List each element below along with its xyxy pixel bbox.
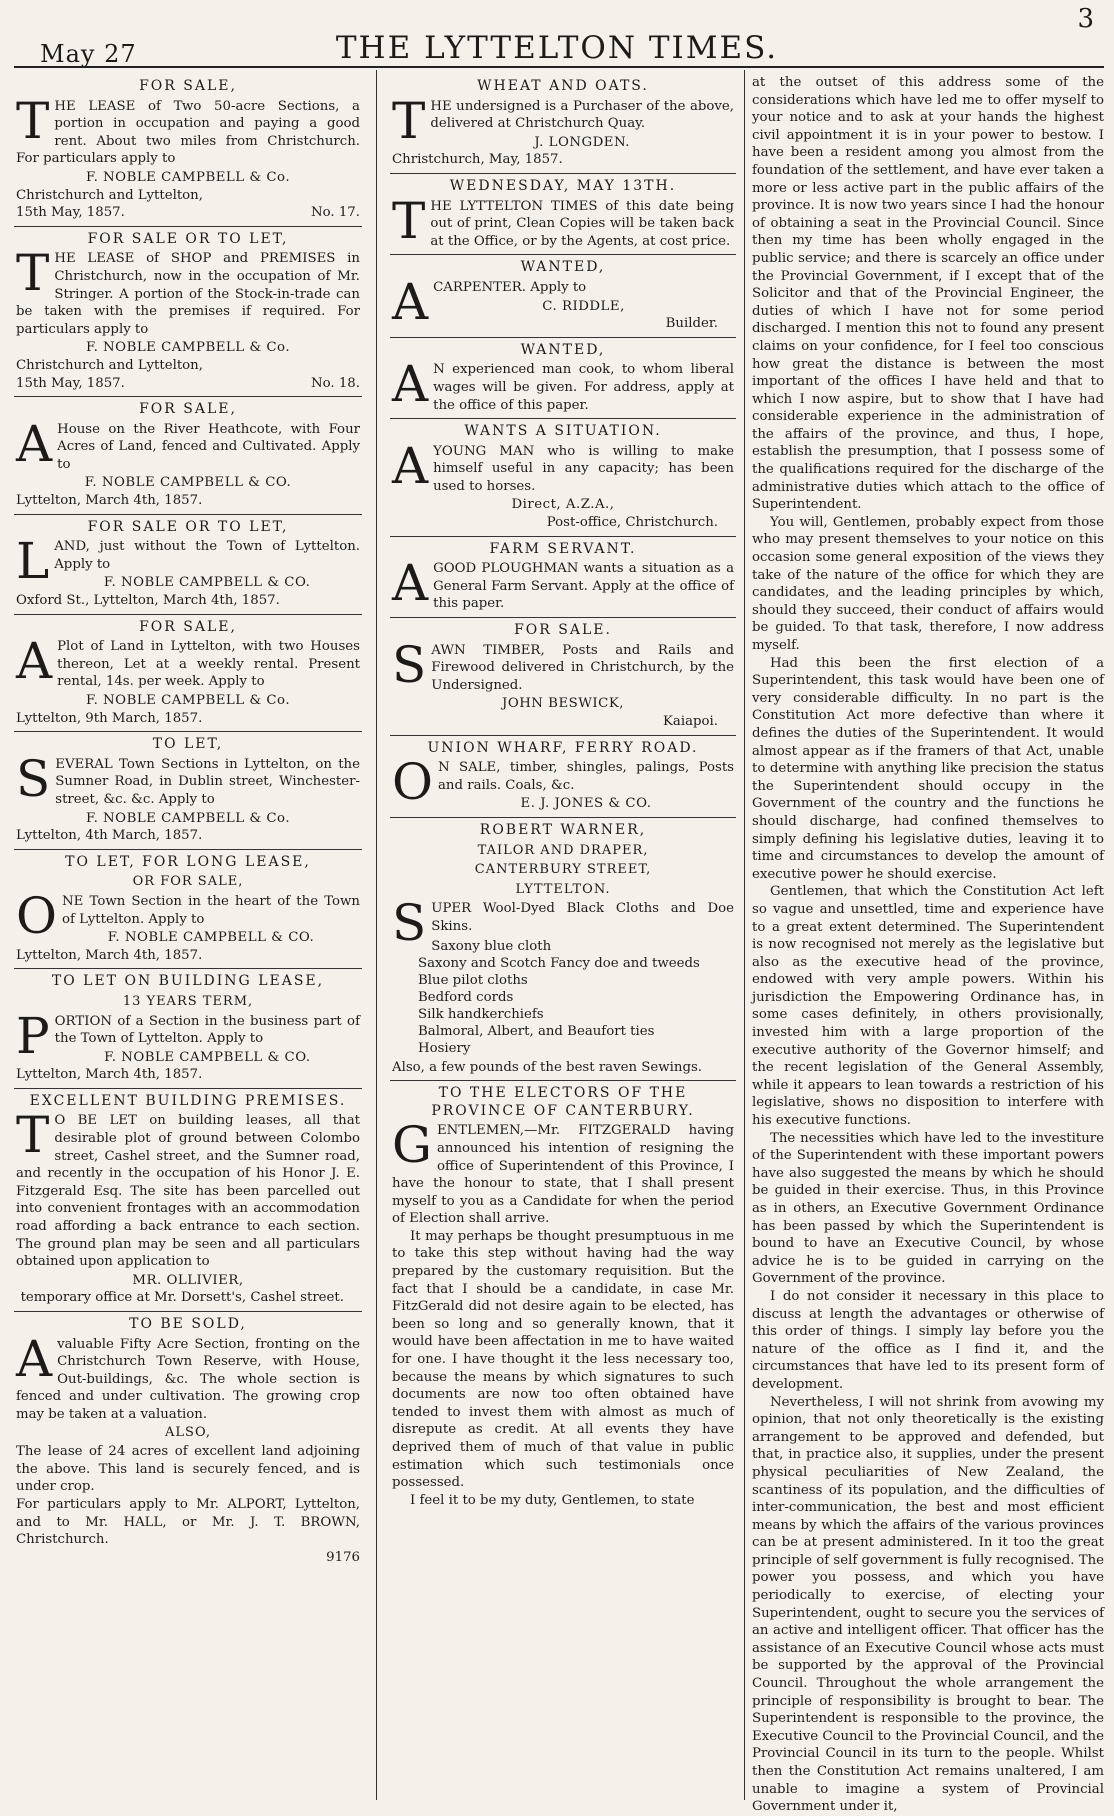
drop-cap: S [16,749,51,808]
ad-place: Christchurch and Lyttelton, [16,187,203,203]
masthead [0,0,1114,70]
drop-cap: S [392,894,427,953]
ad-date-line [392,151,734,169]
list-item: Blue pilot cloths [418,972,528,988]
ad-body [16,244,360,338]
paragraph: The necessities which have led to the investiture of the Superintendent with these important powers have also suggested the means by which he should be guided in their exercise. Thus, in this Province as in others, an Executive Government Ordinance has been passed by which the Superintendent is bound to have an Executive Council, by whose advice he is to be guided in carrying on the Government of the province. [752,1130,1104,1287]
ad-text: NE Town Section in the heart of the Town of Lyttelton. Apply to [62,893,360,927]
ad-subheading: ALSO, [165,1424,211,1440]
drop-cap: P [16,1006,50,1065]
drop-cap: S [392,635,427,694]
ad-signature: F. NOBLE CAMPBELL & CO. [107,930,315,946]
ad-heading: TO LET ON BUILDING LEASE, [51,973,325,990]
ad-signature: C. RIDDLE, [542,298,625,314]
ad-date-line [16,827,360,845]
paragraph: at the outset of this address some of the considerations which have led me to offer myself to your notice and to ask at your hands the highest civil appointment it is in your power to bestow. I have been a resident among you almost from the foundation of the settlement, and have ever taken a more or less active part in the public affairs of the province. It is now two years since I had the honour of obtaining a seat in the Provincial Council. Since then my time has been wholly engaged in the public service; and there is scarcely an office under the Provincial Government, if I except that of the Solicitor and that of the Provincial Engineer, the duties of which I have not for some period discharged. I mention this not to found any present claims on your confidence, for I feel too conscious how great the distance is between the most important of the offices I have held and that to which I now aspire, but to show that I have had considerable experience in the administration of the affairs of the province, and thus, I hope, establish the presumption, that I possess some of the qualifications required for the discharge of the administrative duties which attach to the office of Superintendent. [752,75,1104,513]
ad-date: Lyttelton, 9th March, 1857. [16,710,203,726]
ad-date: 15th May, 1857. [16,375,125,391]
advertisement [390,736,736,818]
ad-date: Lyttelton, March 4th, 1857. [16,1067,203,1083]
drop-cap: A [16,1329,53,1388]
ad-body [392,1116,734,1228]
list-item: Bedford cords [418,989,514,1005]
ad-place: Christchurch and Lyttelton, [16,357,203,373]
advertisement [390,174,736,255]
advertisement [14,74,362,227]
ad-subheading: OR FOR SALE, [132,874,244,890]
ad-date: Lyttelton, 4th March, 1857. [16,828,203,844]
newspaper-title: THE LYTTELTON TIMES. [335,30,779,66]
ad-body [392,554,734,613]
paragraph: Gentlemen, that which the Constitution Act left so vague and unsettled, time and experience have to a great extent determined. The Superintendent is now recognised not merely as the legislative but also as the executive head of the province, endowed with very ample powers. Within his jurisdiction the Empowering Ordinance has, in some cases definitely, in others provisionally, invested him with a large proportion of the executive authority of the Governor himself; and the recent legislation of the General Assembly, while it appears to lean towards a restriction of his legislative, shows no disposition to interfere with his executive functions. [752,884,1104,1129]
ad-signature: F. NOBLE CAMPBELL & Co. [85,340,291,356]
article-continuation [752,74,1104,1816]
ad-heading: WANTED, [520,259,606,276]
ad-text: ORTION of a Section in the business part of the Town of Lyttelton. Apply to [54,1013,360,1047]
ad-heading: WHEAT AND OATS. [477,78,649,94]
drop-cap: A [392,554,429,613]
ad-signature: JOHN BESWICK, [501,696,625,712]
ad-heading: WEDNESDAY, MAY 13TH. [449,177,677,194]
advertisement [390,537,736,618]
drop-cap: A [392,355,429,414]
ad-body [16,1329,360,1424]
ad-body [392,355,734,414]
advertisement [390,74,736,174]
ad-subheading: TAILOR AND DRAPER, [477,842,649,858]
ad-text: House on the River Heathcote, with Four Acres of Land, fenced and Cultivated. Apply to [57,421,360,472]
list-item: Silk handkerchiefs [418,1006,544,1022]
ad-number: No. 17. [310,205,360,221]
ad-signature: E. J. JONES & CO. [520,796,652,812]
ad-date-line [16,492,360,510]
ad-number: 9176 [326,1549,360,1565]
ad-heading: TO LET, FOR LONG LEASE, [65,853,311,870]
ad-text: For particulars apply to Mr. ALPORT, Lyttelton, and to Mr. HALL, or Mr. J. T. BROWN, Christchurch. [16,1496,360,1548]
ad-text: The lease of 24 acres of excellent land adjoining the above. This land is securely fenced, and is under crop. [16,1444,360,1495]
ad-heading: FARM SERVANT. [489,540,637,557]
drop-cap: A [392,272,429,331]
ad-text: N SALE, timber, shingles, palings, Posts and rails. Coals, &c. [438,760,734,793]
ad-text: AWN TIMBER, Posts and Rails and Firewood delivered in Christchurch, by the Undersigned. [431,642,734,693]
paragraph: I do not consider it necessary in this place to discuss at length the advantages or otherwise of this order of things. I simply lay before you the nature of the office as I find it, and the circumstances that have led to its present form of development. [752,1288,1104,1392]
column-divider [376,70,377,1800]
ad-date: Lyttelton, March 4th, 1857. [16,493,203,509]
ad-heading: ROBERT WARNER, [479,821,647,838]
advertisement [14,615,362,733]
ad-heading: WANTS A SITUATION. [464,423,662,440]
ad-body [16,91,360,168]
ad-text: ENTLEMEN,—Mr. FITZGERALD having announced his intention of resigning the office of Superintendent of this Province, I have the honour to state, that I shall present myself to you as a Candidate for when the period of Election shall arrive. [392,1123,734,1227]
ad-text: HE LEASE of Two 50-acre Sections, a portion in occupation and paying a good rent. About two miles from Christchurch. For particulars apply to [16,98,360,167]
advertisement [390,1081,736,1513]
ad-address: Post-office, Christchurch. [546,515,718,531]
ad-text: valuable Fifty Acre Section, fronting on the Christchurch Town Reserve, with House, Out-buildings, &c. The whole section is fenced and under cultivation. The growing crop may be taken at a valuation. [16,1336,360,1422]
column-2 [390,74,736,1800]
advertisement [390,338,736,419]
ad-signature: F. NOBLE CAMPBELL & Co. [85,169,291,185]
ad-heading: TO LET, [152,736,224,753]
drop-cap: L [16,532,50,591]
ad-signature: F. NOBLE CAMPBELL & Co. [85,810,291,826]
ad-date-line [16,1549,360,1567]
list-item: Saxony blue cloth [431,938,552,954]
ad-date-line [16,204,360,222]
advertisement [14,397,362,515]
ad-signature: F. NOBLE CAMPBELL & CO. [84,475,292,491]
ad-date-line [16,710,360,728]
ad-heading: FOR SALE, [139,78,237,94]
ad-body [392,191,734,251]
ad-heading: EXCELLENT BUILDING PREMISES. [29,1092,347,1109]
masthead-rule [14,66,1104,68]
ad-signature: F. NOBLE CAMPBELL & Co. [85,693,291,708]
ad-signature: MR. OLLIVIER, [132,1272,244,1288]
drop-cap: A [16,414,53,473]
paragraph: I feel it to be my duty, Gentlemen, to state [410,1492,695,1508]
article-text [392,1228,734,1510]
ad-heading: FOR SALE, [139,401,237,418]
ad-date-line [16,592,360,610]
list-item: Saxony and Scotch Fancy doe and tweeds [418,955,700,971]
ad-body [392,436,734,496]
paragraph: Had this been the first election of a Superintendent, this task would have been one of very considerable difficulty. In no part is the Constitution Act more defective than where it defines the duties of the Superintendent. It would almost appear as if the framers of that Act, unable to determine with anything like precision the status the Superintendent should occupy in the Government of the country and the functions he should discharge, had confined themselves to simply defining his legislative duties, leaving it to time and circumstances to develop the amount of executive power he should exercise. [752,655,1104,882]
ad-signature: F. NOBLE CAMPBELL & CO. [104,1049,311,1065]
advertisement [14,1312,362,1570]
paragraph: You will, Gentlemen, probably expect from those who may present themselves to your notice on this occasion some general exposition of the views they take of the nature of the office for which they are candidates, and the leading principles by which, should they succeed, their conduct of affairs would be guided. To that task, therefore, I now address myself. [752,514,1104,653]
ad-heading: FOR SALE OR TO LET, [87,518,289,535]
drop-cap: A [392,436,429,495]
drop-cap: T [16,1106,50,1165]
ad-address: Kaiapoi. [662,714,718,729]
item-list [418,938,734,1057]
column-divider [744,70,745,1800]
drop-cap: T [392,91,426,150]
ad-heading: FOR SALE. [514,622,612,639]
ad-signature: J. LONGDEN. [534,134,630,150]
ad-date: 15th May, 1857. [16,205,125,221]
column-1 [14,74,362,1800]
ad-body [16,632,360,691]
advertisement [390,818,736,1081]
ad-text: Plot of Land in Lyttelton, with two Houses thereon, Let at a weekly rental. Present rental, 14s. per week. Apply to [57,639,360,690]
ad-text: HE undersigned is a Purchaser of the above, delivered at Christchurch Quay. [430,98,734,132]
ad-text: YOUNG MAN who is willing to make himself useful in any capacity; has been used to horses. [433,443,734,494]
ad-body [16,414,360,474]
issue-date: May 27 [40,40,137,68]
ad-body [16,749,360,809]
ad-subheading: 13 YEARS TERM, [122,993,254,1009]
page-number: 3 [1077,4,1094,34]
ad-heading: WANTED, [520,341,606,358]
paragraph: It may perhaps be thought presumptuous in me to take this step without having had the way prepared by the customary requisition. But the fact that I should be a candidate, in case Mr. FitzGerald did not desire again to be elected, has been so long and so generally known, that it would have been affectation in me to have waited for one. I have thought it the less necessary too, because the means by which signatures to such documents are now too often obtained have tended to invest them with almost as much of disrepute as credit. At all events they have deprived them of much of that value in public estimation which such testimonials once possessed. [392,1228,734,1491]
advertisement [390,255,736,337]
ad-body [16,1106,360,1270]
advertisement [14,227,362,397]
advertisement [390,618,736,736]
column-3 [752,74,1104,1815]
list-item: Hosiery [418,1040,471,1056]
ad-heading: FOR SALE, [139,618,237,635]
ad-text: HE LEASE of SHOP and PREMISES in Christchurch, now in the occupation of Mr. Stringer. A portion of the Stock-in-trade can be taken with the premises if required. For particulars apply to [16,251,360,337]
ad-date: Christchurch, May, 1857. [392,152,563,168]
drop-cap: A [16,632,53,691]
advertisement [14,850,362,970]
ad-date: Lyttelton, March 4th, 1857. [16,947,203,963]
advertisement [14,1089,362,1312]
ad-signature: F. NOBLE CAMPBELL & CO. [103,575,311,591]
ad-heading: TO THE ELECTORS OF THE PROVINCE OF CANTERBURY. [431,1085,695,1119]
ad-address: Builder. [665,316,718,332]
ad-text: GOOD PLOUGHMAN wants a situation as a General Farm Servant. Apply at the office of this paper. [433,561,734,612]
drop-cap: T [16,244,50,303]
ad-heading: TO BE SOLD, [129,1316,247,1332]
advertisement [14,732,362,850]
advertisement [14,515,362,615]
ad-subheading: CANTERBURY STREET, [474,862,652,878]
paragraph: Nevertheless, I will not shrink from avowing my opinion, that not only theoretically is the existing arrangement to be approved and defended, but that, in practice also, it supplies, under the present physical peculiarities of New Zealand, the scantiness of its population, and the difficulties of inter-communication, the best and most efficient means by which the affairs of the various provinces can be at present administered. In it too the great principle of self government is fully recognised. The power you possess, and which you have periodically to exercise, of electing your Superintendent, ought to secure you the services of an active and intelligent officer. That officer has the assistance of an Executive Council whose acts must be supported by the approval of the Provincial Council. Throughout the whole arrangement the principle of responsibility is brought to bear. The Superintendent is responsible to the province, the Executive Council to the Provincial Council, and the Provincial Council in its turn to the people. Whilst then the Constitution Act remains unaltered, I am unable to imagine a system of Provincial Government under it, [752,1394,1104,1815]
ad-text: UPER Wool-Dyed Black Cloths and Doe Skins. [431,901,734,934]
ad-text: AND, just without the Town of Lyttelton. Apply to [54,539,360,572]
ad-text: Also, a few pounds of the best raven Sewings. [392,1059,703,1075]
ad-date-line [16,1066,360,1084]
ad-heading: FOR SALE OR TO LET, [87,230,289,247]
ad-text: HE LYTTELTON TIMES of this date being out of print, Clean Copies will be taken back at the Office, or by the Agents, at cost price. [430,198,734,249]
ad-text: N experienced man cook, to whom liberal wages will be given. For address, apply at the office of this paper. [433,362,734,413]
ad-address: temporary office at Mr. Dorsett's, Cashel street. [20,1290,344,1306]
drop-cap: O [16,886,57,945]
drop-cap: T [16,91,50,150]
ad-number: No. 18. [310,375,360,391]
ad-body [392,635,734,695]
advertisement [14,969,362,1089]
ad-text: CARPENTER. Apply to [433,279,587,295]
ad-subheading: LYTTELTON. [515,881,611,897]
ad-text: O BE LET on building leases, all that desirable plot of ground between Colombo street, Cashel street, and the Sumner road, and recently in the occupation of his Honor J. E. Fitzgerald Esq. The site has been parcelled out into convenient frontages with an accommodation road affording a back entrance to each section. The ground plan may be seen and all particulars obtained upon application to [16,1113,360,1270]
list-item: Balmoral, Albert, and Beaufort ties [418,1023,655,1039]
ad-date-line [16,375,360,393]
drop-cap: T [392,191,426,250]
ad-text: EVERAL Town Sections in Lyttelton, on the Sumner Road, in Dublin street, Winchester-street, &c. &c. Apply to [55,756,360,807]
ad-heading: UNION WHARF, FERRY ROAD. [427,739,699,756]
drop-cap: O [392,753,433,812]
advertisement [390,419,736,537]
ad-date-line [16,947,360,965]
ad-date: Oxford St., Lyttelton, March 4th, 1857. [16,593,280,609]
drop-cap: G [392,1116,432,1175]
ad-signature: Direct, A.Z.A., [511,497,615,513]
